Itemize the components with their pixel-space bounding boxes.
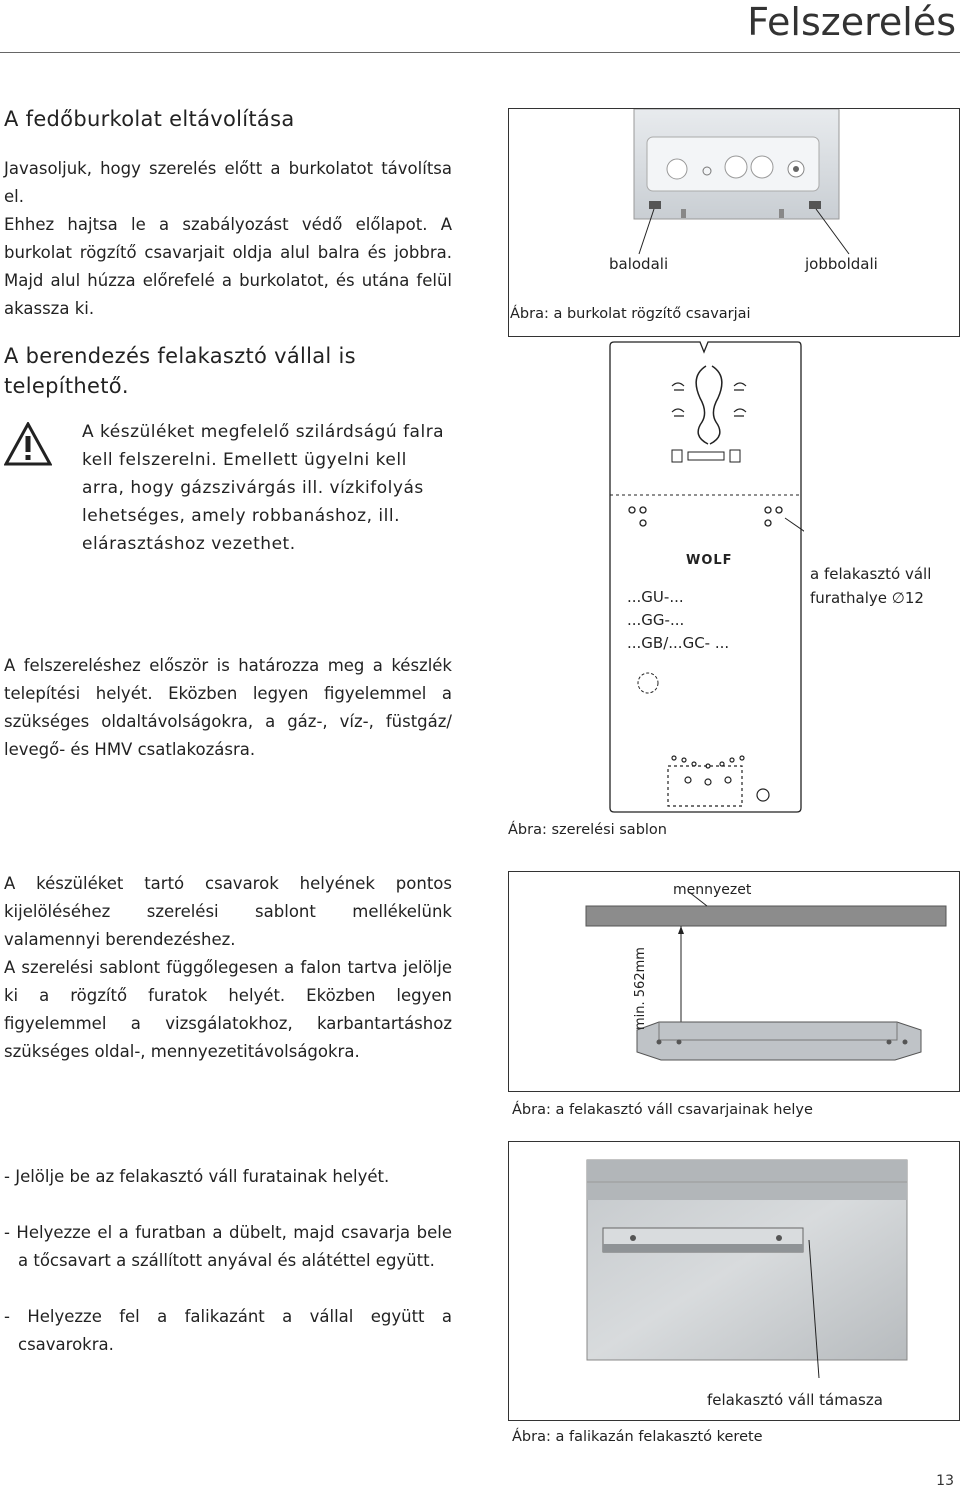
step-item-2: - Helyezze el a furatban a dübelt, majd csavarja bele a tőcsavart a szállított anyával és alátéttel együtt.: [4, 1223, 452, 1270]
hanger-positions-drawing: [509, 872, 959, 1091]
step-item-3: - Helyezze fel a falikazánt a vállal együtt a csavarokra.: [4, 1307, 452, 1354]
boiler-cover-drawing: [509, 109, 959, 336]
label-min-distance: min. 562mm: [633, 947, 648, 1030]
brand-logo: WOLF: [686, 553, 733, 568]
figure-cover-screws: [508, 108, 960, 337]
section-heading-cover-removal: A fedőburkolat eltávolítása: [4, 107, 295, 131]
caption-hanging-frame: Ábra: a falikazán felakasztó kerete: [512, 1429, 763, 1445]
model-gg: ...GG-...: [627, 611, 685, 629]
paragraph-location: A felszereléshez először is határozza meg a készlék telepítési helyét. Eközben legyen figyelemmel a szükséges oldaltávolságokra, a gáz-, víz-, füstgáz/ levegő- és HMV csatlakozásra.: [4, 656, 452, 759]
label-right-screw: jobboldali: [805, 255, 878, 273]
label-hanger-support: felakasztó váll támasza: [707, 1391, 883, 1409]
callout-hanger-holes: a felakasztó váll furathalye ∅12: [810, 565, 932, 607]
caption-mounting-template: Ábra: szerelési sablon: [508, 822, 667, 838]
paragraph-cover-steps: Ehhez hajtsa le a szabályozást védő előlapot. A burkolat rögzítő csavarjait oldja alul balra és jobbra. Majd alul húzza előrefelé a burkolatot, és utána felül akassza ki.: [4, 215, 452, 318]
page-title: Felszerelés: [747, 0, 956, 44]
hanging-frame-photo: [509, 1142, 959, 1420]
page-number: 13: [936, 1473, 954, 1489]
paragraph-template-intro: A készüléket tartó csavarok helyének pontos kijelöléséhez szerelési sablont mellékelünk valamennyi berendezéshez.: [4, 874, 452, 949]
label-left-screw: balodali: [609, 255, 669, 273]
header-divider: [0, 52, 960, 53]
label-ceiling: mennyezet: [673, 882, 752, 898]
mounting-template-drawing: [608, 340, 804, 815]
model-gu: ...GU-...: [627, 588, 684, 606]
warning-text: A készüléket megfelelő szilárdságú falra kell felszerelni. Emellett ügyelni kell arra, hogy gázszivárgás ill. vízkifolyás lehetséges, amely robbanáshoz, ill. elárasztáshoz vezethet.: [82, 422, 445, 554]
warning-icon: [4, 422, 52, 466]
model-gb-gc: ...GB/...GC- ...: [627, 634, 730, 652]
section-heading-mounting: A berendezés felakasztó vállal is telepíthető.: [4, 344, 356, 398]
caption-cover-screws: Ábra: a burkolat rögzítő csavarjai: [510, 306, 751, 322]
figure-hanger-positions: [508, 871, 960, 1092]
figure-hanging-frame: [508, 1141, 960, 1421]
model-list: [627, 586, 729, 655]
paragraph-template-usage: A szerelési sablont függőlegesen a falon tartva jelölje ki a rögzítő furatok helyét. Eközben legyen figyelemmel a vizsgálatokhoz, karbantartáshoz szükséges oldal-, mennyezetitávolságokra.: [4, 958, 452, 1061]
caption-hanger-positions: Ábra: a felakasztó váll csavarjainak helye: [512, 1102, 813, 1118]
step-item-1: - Jelölje be az felakasztó váll furatainak helyét.: [4, 1167, 390, 1186]
paragraph-cover-intro: Javasoljuk, hogy szerelés előtt a burkolatot távolítsa el.: [4, 159, 452, 206]
